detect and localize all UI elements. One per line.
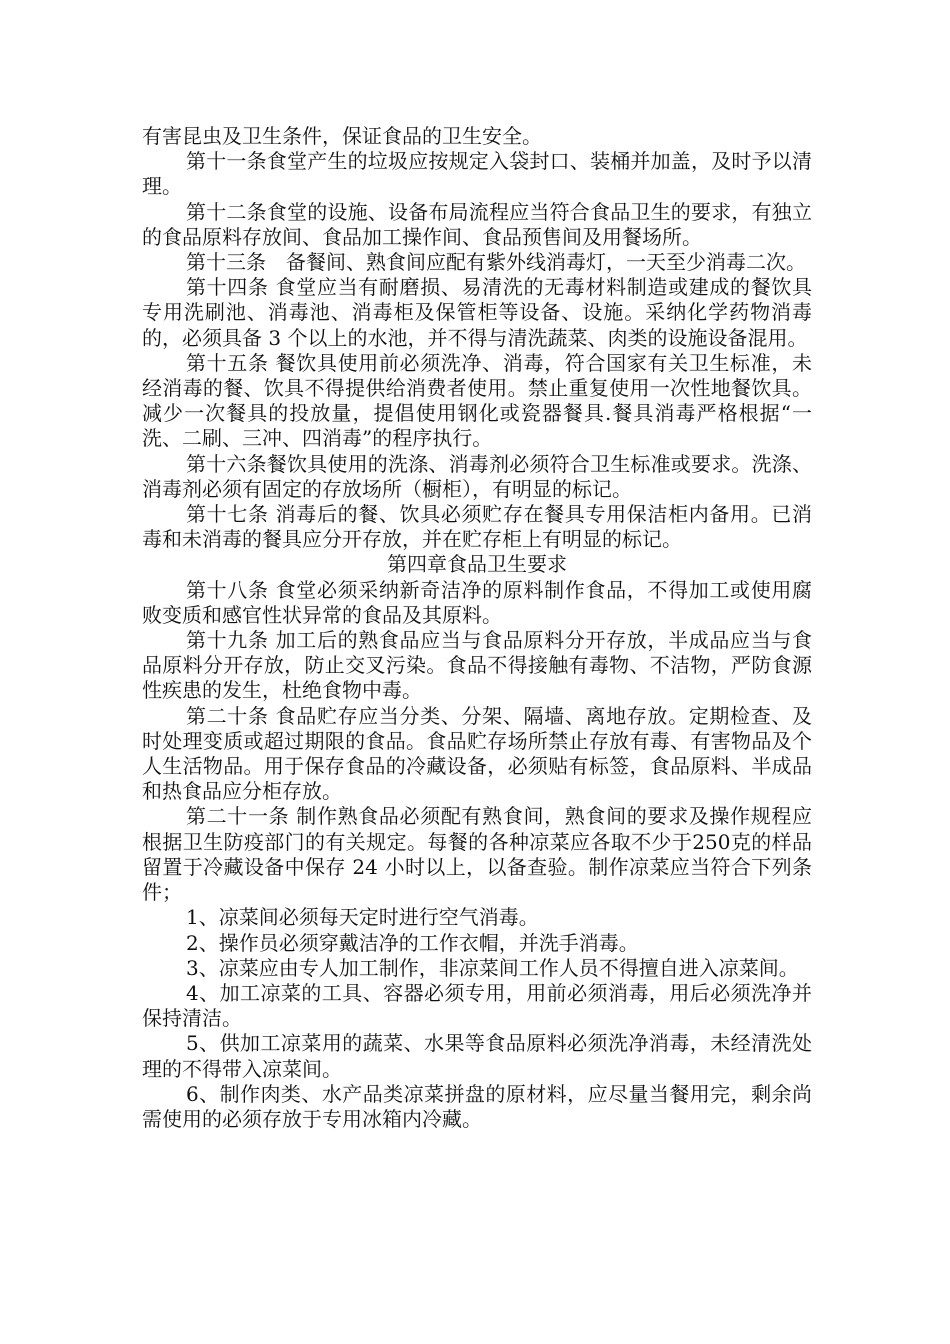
article-17: 第十七条 消毒后的餐、饮具必须贮存在餐具专用保洁柜内备用。已消毒和未消毒的餐具应分开存放，并在贮存柜上有明显的标记。 — [142, 502, 812, 552]
chapter-heading: 第四章食品卫生要求 — [387, 552, 567, 577]
list-item-6: 6、制作肉类、水产品类凉菜拼盘的原材料，应尽量当餐用完，剩余尚需使用的必须存放于专用冰箱内冷藏。 — [142, 1081, 812, 1131]
article-12: 第十二条食堂的设施、设备布局流程应当符合食品卫生的要求，有独立的食品原料存放间、食品加工操作间、食品预售间及用餐场所。 — [142, 199, 812, 249]
article-15: 第十五条 餐饮具使用前必须洗净、消毒，符合国家有关卫生标准，未经消毒的餐、饮具不得提供给消费者使用。禁止重复使用一次性地餐饮具。减少一次餐具的投放量，提倡使用钢化或瓷器餐具.餐具消毒严格根据“一洗、二刷、三冲、四消毒”的程序执行。 — [142, 350, 812, 451]
article-13: 第十三条 备餐间、熟食间应配有紫外线消毒灯，一天至少消毒二次。 — [186, 250, 806, 275]
list-item-4: 4、加工凉菜的工具、容器必须专用，用前必须消毒，用后必须洗净并保持清洁。 — [142, 980, 812, 1031]
paragraph-continuation: 有害昆虫及卫生条件，保证食品的卫生安全。 — [142, 124, 542, 148]
list-item-5: 5、供加工凉菜用的蔬菜、水果等食品原料必须洗净消毒，未经清洗处理的不得带入凉菜间。 — [142, 1031, 812, 1081]
article-11: 第十一条食堂产生的垃圾应按规定入袋封口、装桶并加盖，及时予以清理。 — [142, 149, 812, 199]
article-20: 第二十条 食品贮存应当分类、分架、隔墙、离地存放。定期检查、及时处理变质或超过期限的食品。食品贮存场所禁止存放有毒、有害物品及个人生活物品。用于保存食品的冷藏设备，必须贴有标签，食品原料、半成品和热食品应分柜存放。 — [142, 703, 812, 804]
list-item-2: 2、操作员必须穿戴洁净的工作衣帽，并洗手消毒。 — [186, 930, 639, 955]
article-19: 第十九条 加工后的熟食品应当与食品原料分开存放，半成品应当与食品原料分开存放，防止交叉污染。食品不得接触有毒物、不洁物，严防食源性疾患的发生，杜绝食物中毒。 — [142, 628, 812, 703]
article-21: 第二十一条 制作熟食品必须配有熟食间，熟食间的要求及操作规程应根据卫生防疫部门的有关规定。每餐的各种凉菜应各取不少于250克的样品留置于冷藏设备中保存 24 小时以上，以备查验。制作凉菜应当符合下列条件； — [142, 804, 812, 905]
article-14: 第十四条 食堂应当有耐磨损、易清洗的无毒材料制造或建成的餐饮具专用洗刷池、消毒池、消毒柜及保管柜等设备、设施。采纳化学药物消毒的，必须具备 3 个以上的水池，并不得与清洗蔬菜、肉类的设施设备混用。 — [142, 275, 812, 350]
list-item-1: 1、凉菜间必须每天定时进行空气消毒。 — [186, 905, 539, 930]
article-18: 第十八条 食堂必须采纳新奇洁净的原料制作食品，不得加工或使用腐败变质和感官性状异常的食品及其原料。 — [142, 577, 812, 627]
article-16: 第十六条餐饮具使用的洗涤、消毒剂必须符合卫生标准或要求。洗涤、消毒剂必须有固定的存放场所（橱柜），有明显的标记。 — [142, 451, 812, 501]
document-page — [142, 124, 812, 1132]
list-item-3: 3、凉菜应由专人加工制作，非凉菜间工作人员不得擅自进入凉菜间。 — [186, 955, 799, 980]
